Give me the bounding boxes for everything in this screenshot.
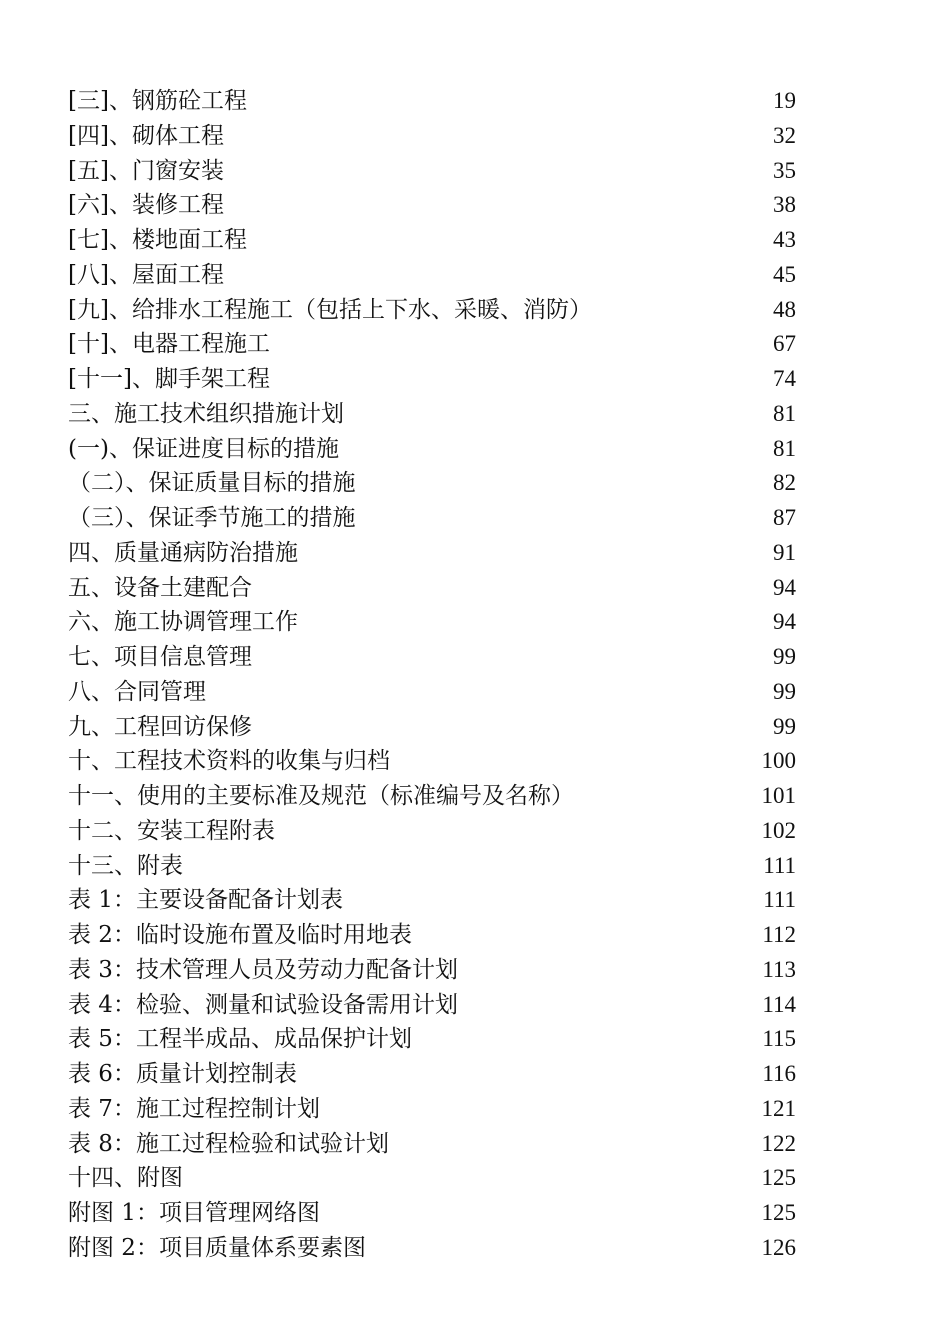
toc-entry-title: 附图 1：项目管理网络图 — [68, 1200, 320, 1226]
toc-entry[interactable] — [68, 397, 808, 432]
toc-entry-page: 81 — [773, 400, 796, 426]
toc-entry[interactable] — [68, 883, 808, 918]
toc-entry-page: 99 — [773, 644, 796, 669]
toc-entry-title: 表 5：工程半成品、成品保护计划 — [68, 1026, 412, 1053]
toc-entry-page: 87 — [773, 505, 796, 530]
toc-entry-title: (一)、保证进度目标的措施 — [68, 435, 339, 462]
toc-entry-page: 99 — [773, 678, 796, 704]
toc-entry-title: [七]、楼地面工程 — [68, 227, 247, 253]
toc-entry-title: [八]、屋面工程 — [68, 261, 224, 288]
toc-entry-title: 十、工程技术资料的收集与归档 — [68, 748, 390, 775]
toc-entry-title: [五]、门窗安装 — [68, 157, 224, 184]
toc-entry[interactable] — [68, 640, 808, 675]
toc-entry[interactable] — [68, 536, 808, 571]
toc-entry-title: 九、工程回访保修 — [68, 713, 252, 740]
toc-entry-page: 122 — [761, 1130, 796, 1156]
toc-entry[interactable] — [68, 466, 808, 501]
toc-entry-page: 125 — [761, 1165, 796, 1191]
toc-entry-title: 十一、使用的主要标准及规范（标准编号及名称） — [68, 783, 574, 809]
toc-entry[interactable] — [68, 953, 808, 988]
toc-entry-page: 102 — [761, 817, 796, 843]
toc-entry-title: 十三、附表 — [68, 852, 183, 879]
toc-entry-page: 99 — [773, 713, 796, 739]
toc-entry[interactable] — [68, 327, 808, 362]
toc-entry[interactable] — [68, 501, 808, 536]
toc-entry-page: 121 — [761, 1095, 796, 1121]
toc-entry-page: 38 — [773, 192, 796, 218]
toc-entry-title: 十四、附图 — [68, 1165, 183, 1192]
toc-entry[interactable] — [68, 84, 808, 119]
toc-entry-title: 八、合同管理 — [68, 678, 206, 705]
toc-entry[interactable] — [68, 1022, 808, 1057]
toc-entry-title: 表 3：技术管理人员及劳动力配备计划 — [68, 956, 458, 983]
toc-entry[interactable] — [68, 675, 808, 710]
toc-entry[interactable] — [68, 779, 808, 814]
toc-entry-page: 101 — [761, 783, 796, 808]
toc-entry[interactable] — [68, 814, 808, 849]
toc-entry[interactable] — [68, 988, 808, 1023]
toc-entry-title: [十]、电器工程施工 — [68, 331, 270, 358]
toc-entry[interactable] — [68, 154, 808, 189]
toc-entry-title: 表 2：临时设施布置及临时用地表 — [68, 922, 412, 948]
toc-entry-page: 116 — [762, 1061, 796, 1086]
toc-entry-title: 三、施工技术组织措施计划 — [68, 400, 344, 427]
toc-entry[interactable] — [68, 293, 808, 328]
toc-entry-page: 45 — [773, 261, 796, 287]
toc-entry[interactable] — [68, 258, 808, 293]
toc-entry-title: [三]、钢筋砼工程 — [68, 88, 247, 114]
toc-entry[interactable] — [68, 1057, 808, 1092]
toc-entry-title: （二）、保证质量目标的措施 — [68, 470, 356, 497]
toc-entry-title: 表 4：检验、测量和试验设备需用计划 — [68, 991, 458, 1018]
toc-entry-page: 115 — [762, 1026, 796, 1052]
toc-entry-page: 82 — [773, 470, 796, 496]
toc-entry[interactable] — [68, 918, 808, 953]
toc-entry[interactable] — [68, 119, 808, 154]
toc-entry[interactable] — [68, 1196, 808, 1231]
toc-entry-page: 48 — [773, 296, 796, 322]
toc-entry[interactable] — [68, 1231, 808, 1266]
toc-entry-title: 七、项目信息管理 — [68, 644, 252, 670]
toc-entry[interactable] — [68, 744, 808, 779]
toc-entry-title: 表 6：质量计划控制表 — [68, 1061, 297, 1087]
toc-entry-page: 113 — [762, 956, 796, 982]
toc-entry[interactable] — [68, 1127, 808, 1162]
toc-entry-page: 111 — [763, 887, 796, 913]
toc-entry-page: 91 — [773, 539, 796, 565]
toc-entry-title: 表 7：施工过程控制计划 — [68, 1095, 320, 1122]
toc-entry-page: 112 — [762, 922, 796, 947]
toc-entry-title: [十一]、脚手架工程 — [68, 366, 270, 392]
toc-entry-page: 114 — [762, 991, 796, 1017]
toc-entry[interactable] — [68, 710, 808, 745]
toc-entry-title: 表 8：施工过程检验和试验计划 — [68, 1130, 389, 1157]
toc-entry-title: 附图 2：项目质量体系要素图 — [68, 1234, 366, 1261]
toc-entry-page: 81 — [773, 435, 796, 461]
toc-entry-title: 十二、安装工程附表 — [68, 817, 275, 844]
toc-entry-page: 43 — [773, 227, 796, 252]
toc-entry-title: [六]、装修工程 — [68, 192, 224, 219]
toc-entry-page: 126 — [761, 1234, 796, 1260]
toc-entry-page: 100 — [761, 748, 796, 774]
toc-entry-title: 五、设备土建配合 — [68, 574, 252, 601]
toc-entry-title: 表 1：主要设备配备计划表 — [68, 887, 343, 914]
toc-entry-page: 19 — [773, 88, 796, 113]
toc-entry[interactable] — [68, 432, 808, 467]
toc-entry[interactable] — [68, 188, 808, 223]
toc-entry-title: 六、施工协调管理工作 — [68, 609, 298, 636]
toc-entry-page: 125 — [761, 1200, 796, 1225]
toc-entry-page: 111 — [763, 852, 796, 878]
toc-entry-page: 74 — [773, 366, 796, 391]
toc-entry-page: 67 — [773, 331, 796, 357]
toc-entry-page: 35 — [773, 157, 796, 183]
toc-entry-page: 94 — [773, 574, 796, 600]
toc-entry-title: 四、质量通病防治措施 — [68, 539, 298, 566]
toc-entry[interactable] — [68, 605, 808, 640]
toc-entry-page: 32 — [773, 122, 796, 148]
toc-entry[interactable] — [68, 849, 808, 884]
table-of-contents — [68, 84, 808, 1266]
toc-entry-page: 94 — [773, 609, 796, 635]
toc-entry-title: [九]、给排水工程施工（包括上下水、采暖、消防） — [68, 296, 592, 323]
toc-entry-title: [四]、砌体工程 — [68, 122, 224, 149]
toc-entry[interactable] — [68, 1161, 808, 1196]
toc-entry[interactable] — [68, 571, 808, 606]
toc-entry[interactable] — [68, 223, 808, 258]
toc-entry[interactable] — [68, 362, 808, 397]
toc-entry[interactable] — [68, 1092, 808, 1127]
toc-entry-title: （三）、保证季节施工的措施 — [68, 505, 356, 531]
